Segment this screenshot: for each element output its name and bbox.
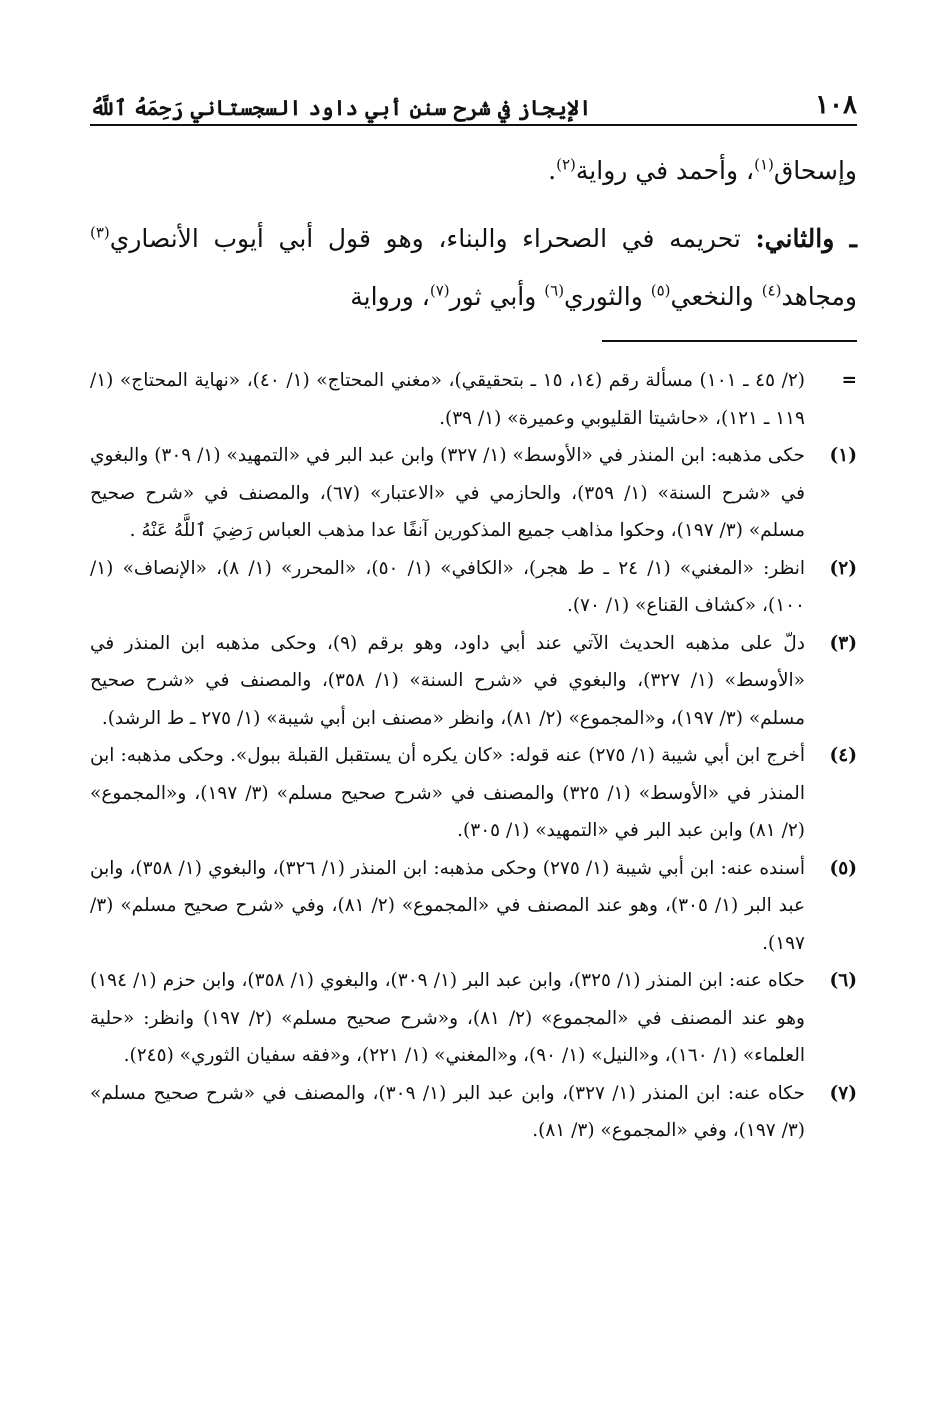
page-number: ١٠٨ bbox=[815, 90, 857, 120]
footnote-mark: (٥) bbox=[829, 857, 857, 879]
footnote-continuation bbox=[90, 362, 857, 437]
main-paragraph-1 bbox=[90, 142, 857, 200]
text-run: . bbox=[548, 156, 557, 185]
footnote-5 bbox=[90, 850, 857, 963]
footnote-text: حكاه عنه: ابن المنذر (١/ ٣٢٧)، وابن عبد البر (١/ ٣٠٩)، والمصنف في «شرح صحيح مسلم» (٣/ ١٩٧)، وفي «المجموع» (٣/ ٨١). bbox=[90, 1082, 805, 1141]
footnote-ref-4: (٤) bbox=[761, 281, 782, 300]
text-run: وإسحاق bbox=[773, 156, 857, 185]
text-run: ومجاهد bbox=[781, 282, 857, 311]
footnote-3 bbox=[90, 625, 857, 738]
footnote-text: دلّ على مذهبه الحديث الآتي عند أبي داود، وهو برقم (٩)، وحكى مذهبه ابن المنذر في «الأوسط» (١/ ٣٢٧)، والبغوي في «شرح السنة» (١/ ٣٥٨)، والمصنف في «شرح صحيح مسلم» (٣/ ١٩٧)، و«المجموع» (٢/ ٨١)، وانظر «مصنف ابن أبي شيبة» (١/ ٢٧٥ ـ ط الرشد). bbox=[90, 632, 805, 729]
footnote-6 bbox=[90, 962, 857, 1075]
footnote-4 bbox=[90, 737, 857, 850]
footnote-separator bbox=[602, 340, 857, 342]
section-keyword: ـ والثاني: bbox=[755, 224, 857, 253]
footnote-mark: (٧) bbox=[829, 1082, 857, 1104]
main-paragraph-2 bbox=[90, 210, 857, 326]
text-run: والثوري bbox=[564, 282, 651, 311]
footnote-text: أخرج ابن أبي شيبة (١/ ٢٧٥) عنه قوله: «كان يكره أن يستقبل القبلة ببول». وحكى مذهبه: ابن المنذر في «الأوسط» (١/ ٣٢٥) والمصنف في «شرح صحيح مسلم» (٣/ ١٩٧)، و«المجموع» (٢/ ٨١) وابن عبد البر في «التمهيد» (١/ ٣٠٥). bbox=[90, 745, 805, 841]
footnote-mark: (١) bbox=[829, 445, 857, 466]
footnote-mark: (٤) bbox=[829, 745, 857, 766]
footnote-text: انظر: «المغني» (١/ ٢٤ ـ ط هجر)، «الكافي» (١/ ٥٠)، «المحرر» (١/ ٨)، «الإنصاف» (١/ ١٠٠)، «كشاف القناع» (١/ ٧٠). bbox=[90, 557, 805, 616]
text-run: تحريمه في الصحراء والبناء، وهو قول أبي أيوب الأنصاري bbox=[109, 224, 756, 253]
footnotes bbox=[90, 362, 857, 1150]
footnote-ref-6: (٦) bbox=[544, 281, 565, 300]
footnote-ref-2: (٢) bbox=[556, 155, 576, 174]
footnote-mark: (٢) bbox=[829, 557, 857, 579]
footnote-text: (٢/ ٤٥ ـ ١٠١) مسألة رقم (١٤، ١٥ ـ بتحقيقي)، «مغني المحتاج» (١/ ٤٠)، «نهاية المحتاج» (١/ ١١٩ ـ ١٢١)، «حاشيتا القليوبي وعميرة» (١/ ٣٩). bbox=[90, 370, 805, 429]
footnote-ref-7: (٧) bbox=[429, 281, 450, 300]
footnote-mark: (٦) bbox=[829, 970, 857, 991]
text-run: ، ورواية bbox=[350, 282, 430, 311]
text-run: وأبي ثور bbox=[449, 282, 545, 311]
footnote-ref-1: (١) bbox=[754, 155, 774, 174]
footnote-2 bbox=[90, 550, 857, 625]
footnote-ref-3: (٣) bbox=[90, 223, 110, 242]
page-header bbox=[90, 80, 857, 126]
text-run: والنخعي bbox=[670, 282, 762, 311]
text-run: ، وأحمد في رواية bbox=[575, 156, 755, 185]
book-page bbox=[90, 80, 857, 1403]
footnote-mark: (٣) bbox=[829, 632, 857, 654]
running-head: الإيجاز في شرح سنن أبي داود السجستاني رَحِمَهُ ٱللَّهُ bbox=[90, 95, 592, 120]
footnote-1 bbox=[90, 437, 857, 550]
footnote-ref-5: (٥) bbox=[650, 281, 671, 300]
footnote-text: أسنده عنه: ابن أبي شيبة (١/ ٢٧٥) وحكى مذهبه: ابن المنذر (١/ ٣٢٦)، والبغوي (١/ ٣٥٨)، وابن عبد البر (١/ ٣٠٥)، وهو عند المصنف في «المجموع» (٢/ ٨١)، وفي «شرح صحيح مسلم» (٣/ ١٩٧). bbox=[90, 857, 805, 954]
main-text bbox=[90, 142, 857, 326]
footnote-text: حكاه عنه: ابن المنذر (١/ ٣٢٥)، وابن عبد البر (١/ ٣٠٩)، والبغوي (١/ ٣٥٨)، وابن حزم (١/ ١٩٤) وهو عند المصنف في «المجموع» (٢/ ٨١)، و«شرح صحيح مسلم» (٢/ ١٩٧) وانظر: «حلية العلماء» (١/ ١٦٠)، و«النيل» (١/ ٩٠)، و«المغني» (١/ ٢٢١)، و«فقه سفيان الثوري» (٢٤٥). bbox=[90, 970, 805, 1066]
footnote-7 bbox=[90, 1075, 857, 1150]
footnote-mark: = bbox=[841, 370, 857, 391]
footnote-text: حكى مذهبه: ابن المنذر في «الأوسط» (١/ ٣٢٧) وابن عبد البر في «التمهيد» (١/ ٣٠٩) والبغوي في «شرح السنة» (١/ ٣٥٩)، والحازمي في «الاعتبار» (٦٧)، والمصنف في «شرح صحيح مسلم» (٣/ ١٩٧)، وحكوا مذاهب جميع المذكورين آنفًا عدا مذهب العباس رَضِيَ ٱللَّهُ عَنْهُ . bbox=[90, 445, 805, 541]
